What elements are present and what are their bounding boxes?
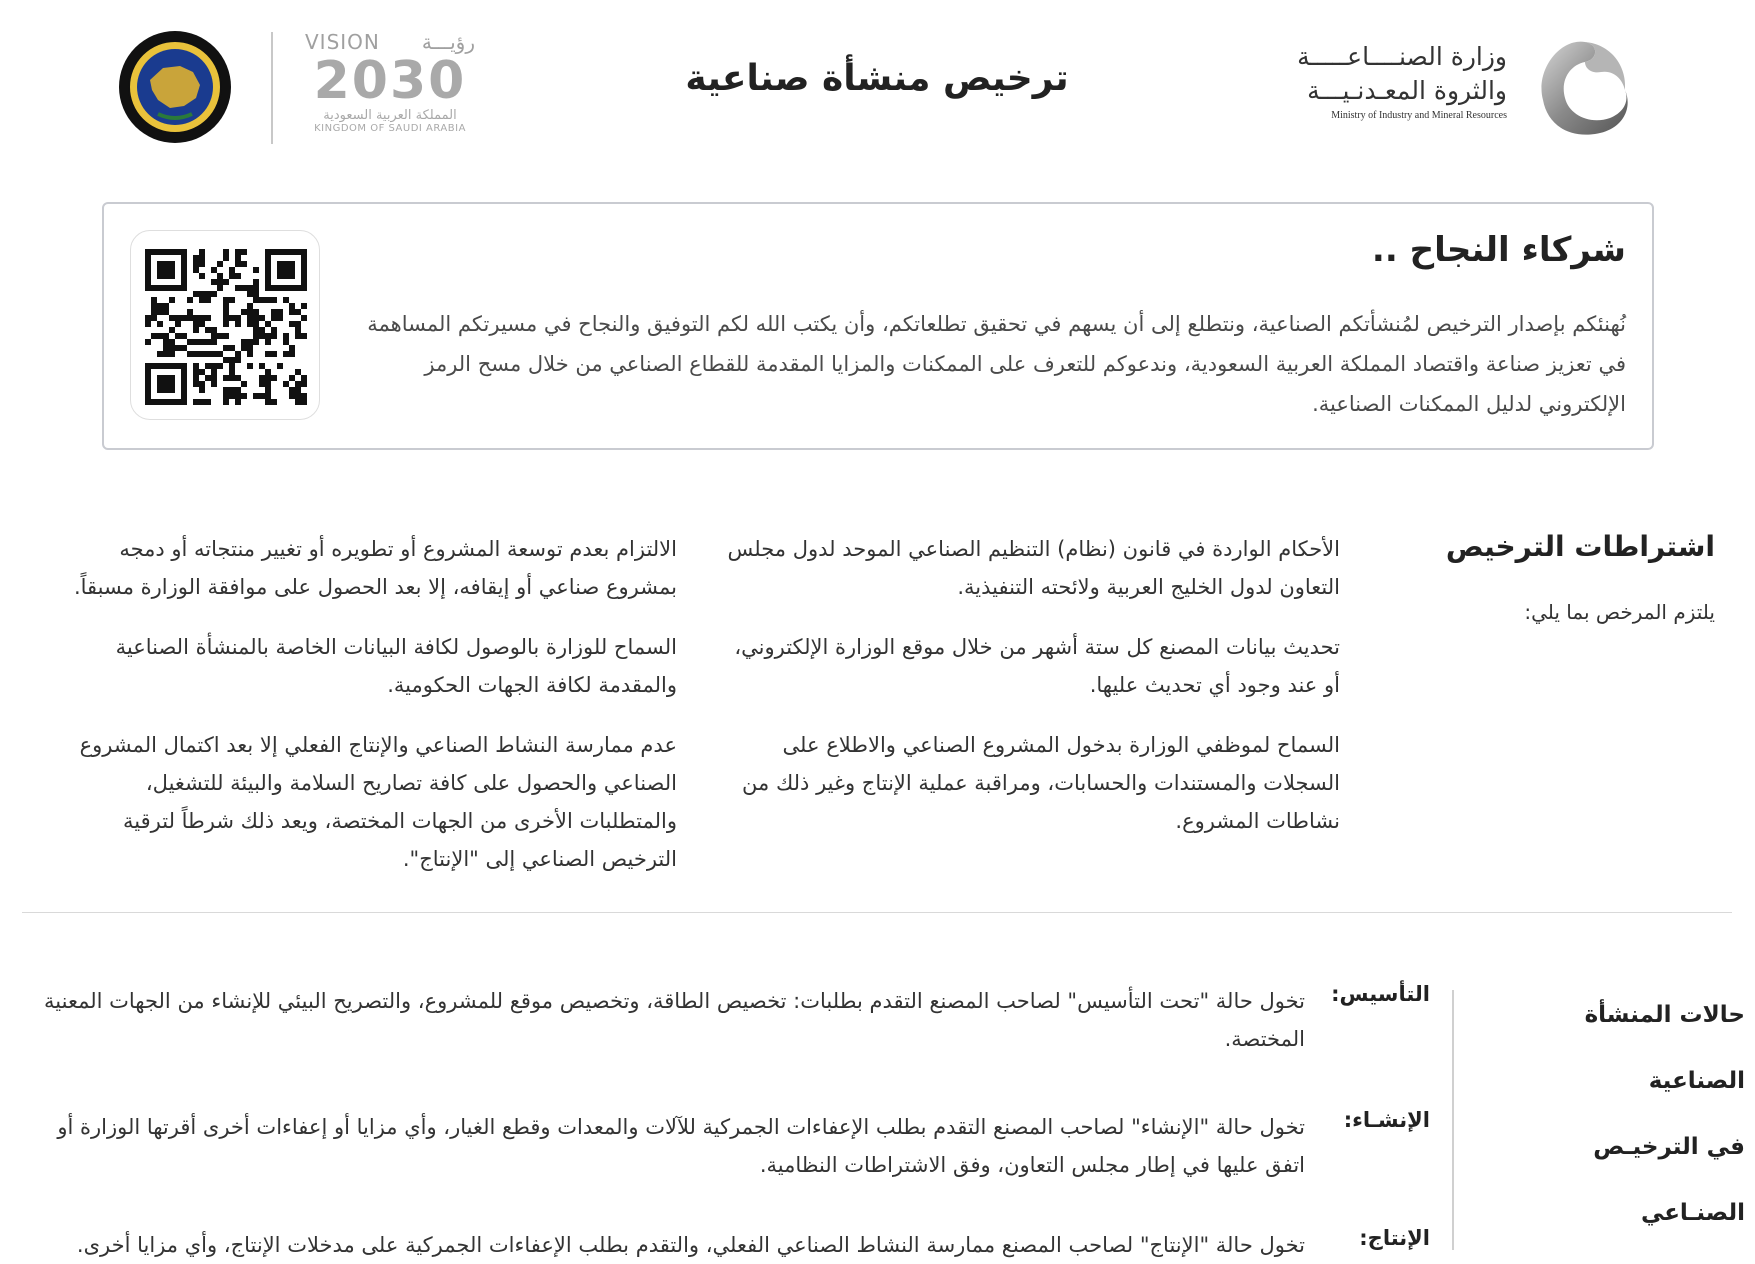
ministry-name-en: Ministry of Industry and Mineral Resources [1331,110,1507,121]
state-label: التأسيس: [1331,982,1430,1006]
state-label: الإنتاج: [1359,1226,1430,1250]
state-text: تخول حالة "الإنشاء" لصاحب المصنع التقدم بطلب الإعفاءات الجمركية للآلات والمعدات وقطع الغيار، وأي مزايا أو إعفاءات أخرى أقرتها الوزارة أو اتفق عليها في إطار مجلس التعاون، وفق الاشتراطات النظامية. [57,1115,1305,1177]
condition-item: تحديث بيانات المصنع كل ستة أشهر من خلال موقع الوزارة الإلكتروني، أو عند وجود أي تحديث عليها. [734,635,1340,697]
state-text: تخول حالة "الإنتاج" لصاحب المصنع ممارسة النشاط الصناعي الفعلي، والتقدم بطلب الإعفاءات الجمركية على مدخلات الإنتاج، وأي مزايا أخرى. [76,1233,1305,1257]
states-heading [1495,982,1745,1246]
vision-country-en: KINGDOM OF SAUDI ARABIA [314,123,466,134]
condition-item: الالتزام بعدم توسعة المشروع أو تطويره أو تغيير منتجاته أو دمجه بمشروع صناعي أو إيقافه، إلا بعد الحصول على موافقة الوزارة مسبقاً. [73,537,677,599]
condition-item: الأحكام الواردة في قانون (نظام) التنظيم الصناعي الموحد لدول مجلس التعاون لدول الخليج العربية ولائحته التنفيذية. [727,537,1340,599]
states-heading-line2: في الترخيـص الصنـاعي [1593,1134,1745,1226]
states-heading-line1: حالات المنشأة الصناعية [1584,1002,1745,1094]
section-divider [22,912,1732,913]
condition-item: السماح للوزارة بالوصول لكافة البيانات الخاصة بالمنشأة الصناعية والمقدمة لكافة الجهات الحكومية. [115,635,677,697]
conditions-subheading: يلتزم المرخص بما يلي: [1524,600,1715,624]
states-divider [1452,990,1454,1250]
vision-word-en: VISION [305,30,380,54]
vision-2030-logo [305,30,475,145]
success-text: نُهنئكم بإصدار الترخيص لمُنشأتكم الصناعية، ونتطلع إلى أن يسهم في تحقيق تطلعاتكم، وأن يكتب الله لكم التوفيق والنجاح في مسيرتكم المساهمة في تعزيز صناعة واقتصاد المملكة العربية السعودية، وندعوكم للتعرف على الممكنات والمزايا المقدمة للقطاع الصناعي من خلال مسح الرمز الإلكتروني لدليل الممكنات الصناعية. [367,312,1626,416]
ministry-name-line2: والثروة المعـدنـيـــة [1307,76,1507,105]
conditions-heading: اشتراطات الترخيص [1445,530,1715,563]
condition-item: السماح لموظفي الوزارة بدخول المشروع الصناعي والاطلاع على السجلات والمستندات والحسابات، ومراقبة عملية الإنتاج وغير ذلك من نشاطات المشروع. [742,733,1340,833]
success-title: شركاء النجاح .. [1371,230,1626,270]
page-title: ترخيص منشأة صناعية [685,58,1069,99]
conditions-column-b [57,530,677,900]
page-header [0,0,1755,170]
qr-code-card[interactable] [130,230,320,420]
vision-year: 2030 [313,51,467,111]
condition-item: عدم ممارسة النشاط الصناعي والإنتاج الفعلي إلا بعد اكتمال المشروع الصناعي والحصول على كافة تصاريح السلامة والبيئة للتشغيل، والمتطلبات الأخرى من الجهات المختصة، ويعد ذلك شرطاً لترقية الترخيص الصناعي إلى "الإنتاج". [79,733,677,871]
ministry-name-line1: وزارة الصنــــاعـــــة [1297,42,1507,71]
vision-country-ar: المملكة العربية السعودية [323,108,457,123]
ministry-emblem-icon [1525,30,1635,140]
state-text: تخول حالة "تحت التأسيس" لصاحب المصنع التقدم بطلبات: تخصيص الطاقة، وتخصيص موقع للمشروع، والتصريح البيئي للإنشاء من الجهات المعنية المختصة. [44,989,1305,1051]
conditions-column-a [720,530,1340,862]
header-divider [271,32,273,144]
state-label: الإنشـاء: [1343,1108,1430,1132]
gcc-emblem-icon [118,30,232,144]
ministry-logo [1235,30,1635,140]
vision-word-ar: رؤيـــة [421,30,475,54]
qr-code-icon[interactable] [145,249,307,405]
success-partners-box [102,202,1654,450]
